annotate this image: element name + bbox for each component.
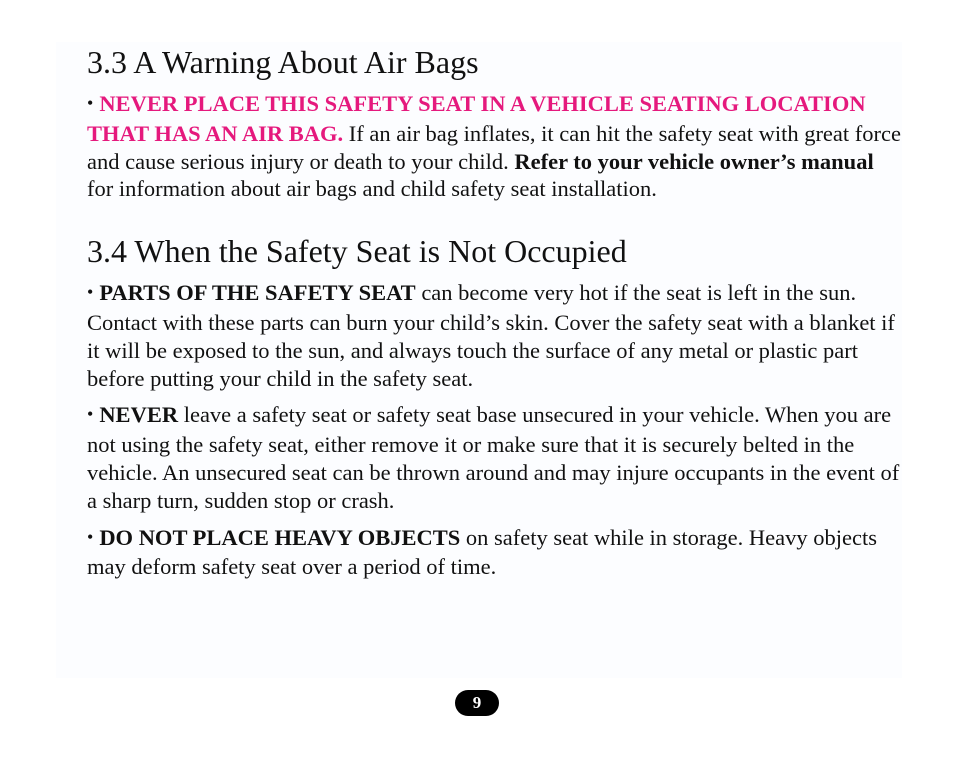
page-content bbox=[87, 44, 902, 590]
heavy-objects-lead: DO NOT PLACE HEAVY OBJECTS bbox=[99, 524, 461, 550]
section-3-3-heading: 3.3 A Warning About Air Bags bbox=[87, 44, 479, 80]
page-number-badge: 9 bbox=[455, 690, 499, 716]
bullet-icon: • bbox=[87, 526, 94, 547]
hot-parts-paragraph bbox=[87, 279, 902, 392]
unsecured-seat-paragraph bbox=[87, 401, 902, 514]
airbag-body-text-end: for information about air bags and child safety seat installation. bbox=[87, 176, 657, 202]
airbag-warning-text: NEVER PLACE THIS SAFETY SEAT IN A VEHICLE SEATING LOCATION THAT HAS AN AIR BAG. bbox=[87, 91, 866, 146]
bullet-icon: • bbox=[87, 404, 94, 425]
unsecured-seat-text: leave a safety seat or safety seat base unsecured in your vehicle. When you are not using the safety seat, either remove it or make sure that it is securely belted in the vehicle. An unsecured seat can be thrown around and may injure occupants in the event of a sharp turn, sudden stop or crash. bbox=[87, 402, 900, 513]
section-3-4-heading: 3.4 When the Safety Seat is Not Occupied bbox=[87, 233, 627, 270]
hot-parts-text: can become very hot if the seat is left in the sun. Contact with these parts can burn your child’s skin. Cover the safety seat with a blanket if it will be exposed to the sun, and always touch the surface of any metal or plastic part before putting your child in the safety seat. bbox=[87, 280, 895, 391]
hot-parts-lead: PARTS OF THE SAFETY SEAT bbox=[99, 280, 416, 306]
airbag-warning-paragraph bbox=[87, 90, 902, 203]
bullet-icon: • bbox=[87, 93, 94, 113]
heavy-objects-paragraph bbox=[87, 524, 902, 582]
heavy-objects-text: on safety seat while in storage. Heavy objects may deform safety seat over a period of time. bbox=[87, 524, 877, 580]
bullet-icon: • bbox=[87, 282, 94, 303]
unsecured-seat-lead: NEVER bbox=[99, 402, 179, 428]
owners-manual-emphasis: Refer to your vehicle owner’s manual bbox=[514, 148, 874, 174]
airbag-body-text: If an air bag inflates, it can hit the safety seat with great force and cause serious injury or death to your child. bbox=[87, 120, 901, 174]
